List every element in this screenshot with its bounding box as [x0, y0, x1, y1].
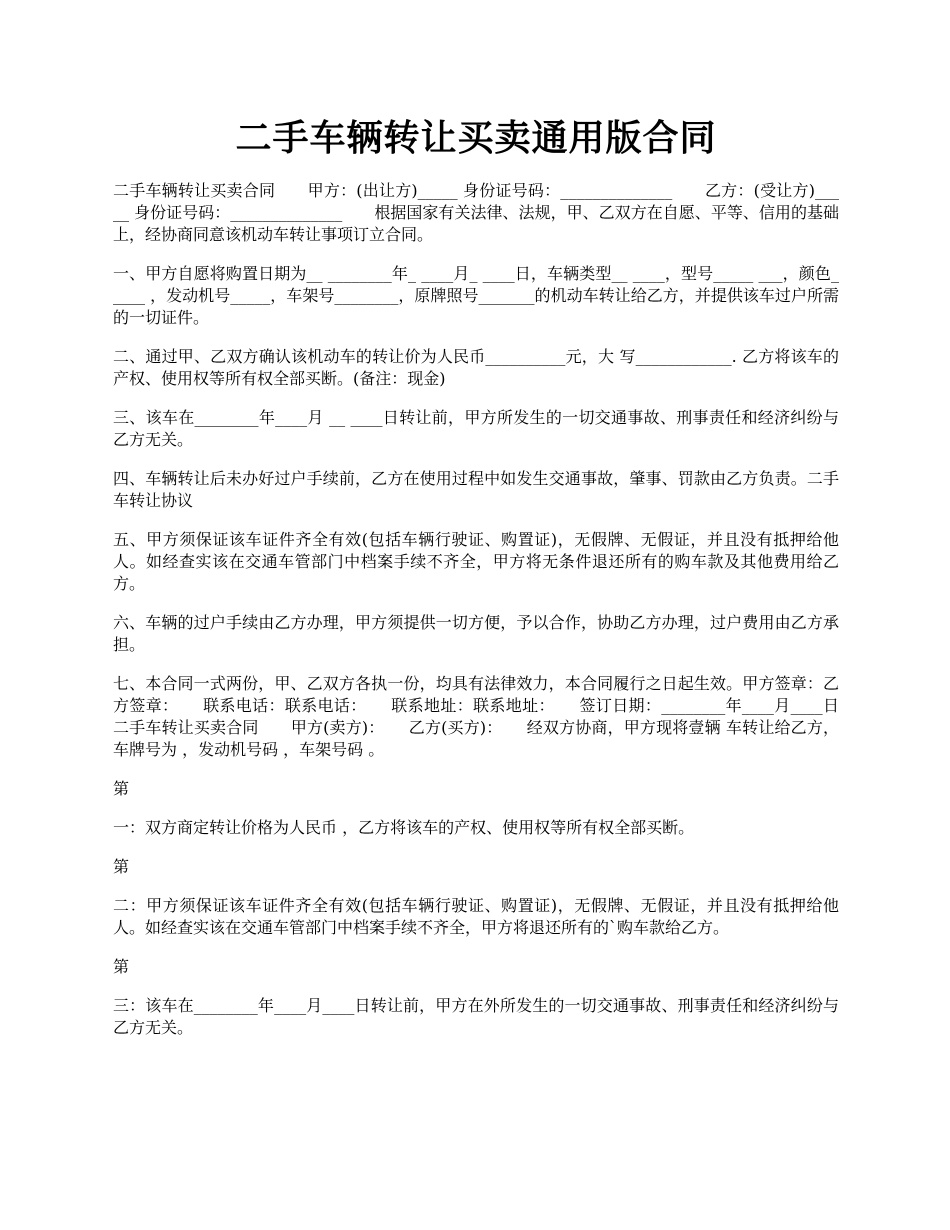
paragraph-article-marker: 第 — [113, 779, 130, 798]
paragraph-intro: 二手车辆转让买卖合同 甲方：(出让方)_____ 身份证号码：______________ 乙方：(受让方)_____ 身份证号码：______________ 根据国家有关法律、法规，甲、乙双方在自愿、平等、信用的基础上，经协商同意该机动车转让事项订立合同。 — [113, 181, 839, 244]
paragraph-article-2: 二：甲方须保证该车证件齐全有效(包括车辆行驶证、购置证)，无假牌、无假证，并且没有抵押给他人。如经查实该在交通车管部门中档案手续不齐全，甲方将退还所有的`购车款给乙方。 — [113, 896, 839, 937]
paragraph-clause-5: 五、甲方须保证该车证件齐全有效(包括车辆行驶证、购置证)，无假牌、无假证，并且没有抵押给他人。如经查实该在交通车管部门中档案手续不齐全，甲方将无条件退还所有的购车款及其他费用给乙方。 — [113, 530, 839, 593]
paragraph-clause-7-signatures: 七、本合同一式两份，甲、乙双方各执一份，均具有法律效力，本合同履行之日起生效。甲方签章：乙方签章： 联系电话：联系电话： 联系地址：联系地址： 签订日期：________年____月____日 二手车转让买卖合同 甲方(卖方)： 乙方(买方)： 经双方协商，甲方现将壹辆 车转让给乙方，车牌号为 ，发动机号码 ，车架号码 。 — [113, 674, 872, 759]
paragraph-clause-2: 二、通过甲、乙双方确认该机动车的转让价为人民币__________元，大 写____________. 乙方将该车的产权、使用权等所有权全部买断。(备注：现金) — [113, 347, 839, 388]
document-body — [113, 180, 872, 1039]
paragraph-clause-1: 一、甲方自愿将购置日期为__ ________年_ ____月_ ____日，车辆类型__ ____，型号_____ ___，颜色_____ ，发动机号_____，车架号________，原牌照号_______的机动车转让给乙方，并提供该车过户所需的一切证件。 — [113, 264, 839, 327]
paragraph-clause-6: 六、车辆的过户手续由乙方办理，甲方须提供一切方便，予以合作，协助乙方办理，过户费用由乙方承担。 — [113, 613, 839, 654]
paragraph-article-marker: 第 — [113, 857, 130, 876]
paragraph-article-marker: 第 — [113, 957, 130, 976]
paragraph-clause-4: 四、车辆转让后未办好过户手续前，乙方在使用过程中如发生交通事故，肇事、罚款由乙方负责。二手车转让协议 — [113, 469, 839, 510]
paragraph-clause-3: 三、该车在________年____月 __ ____日转让前，甲方所发生的一切交通事故、刑事责任和经济纠纷与乙方无关。 — [113, 408, 839, 449]
document-title: 二手车辆转让买卖通用版合同 — [235, 117, 717, 159]
paragraph-article-1: 一：双方商定转让价格为人民币 ，乙方将该车的产权、使用权等所有权全部买断。 — [113, 818, 695, 837]
document-page — [113, 0, 872, 1056]
paragraph-article-3: 三：该车在________年____月____日转让前，甲方在外所发生的一切交通事故、刑事责任和经济纠纷与乙方无关。 — [113, 996, 839, 1037]
